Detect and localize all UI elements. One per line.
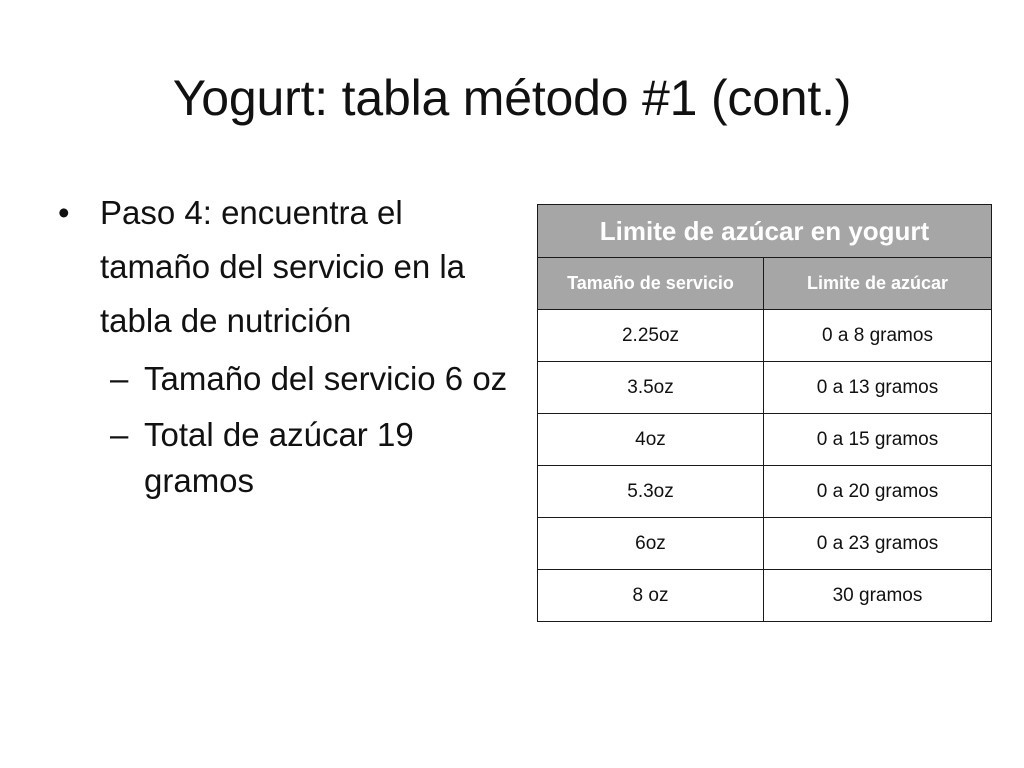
dash-marker: – bbox=[110, 416, 129, 453]
cell-sugar-limit: 0 a 23 gramos bbox=[764, 518, 992, 570]
table-row bbox=[538, 310, 992, 362]
cell-serving-size: 6oz bbox=[538, 518, 764, 570]
sub-bullet-text: Total de azúcar 19 gramos bbox=[144, 416, 414, 499]
cell-serving-size: 3.5oz bbox=[538, 362, 764, 414]
column-header-sugar-limit: Limite de azúcar bbox=[764, 258, 992, 310]
cell-sugar-limit: 0 a 8 gramos bbox=[764, 310, 992, 362]
sub-bullet-list bbox=[58, 356, 508, 504]
table-row bbox=[538, 466, 992, 518]
cell-serving-size: 2.25oz bbox=[538, 310, 764, 362]
cell-sugar-limit: 30 gramos bbox=[764, 570, 992, 622]
bullet-marker: • bbox=[58, 194, 70, 231]
cell-sugar-limit: 0 a 13 gramos bbox=[764, 362, 992, 414]
table-row bbox=[538, 518, 992, 570]
slide-title: Yogurt: tabla método #1 (cont.) bbox=[172, 70, 852, 126]
bullet-item-paso-4 bbox=[58, 186, 508, 348]
table-row bbox=[538, 362, 992, 414]
sub-bullet-total-sugar bbox=[58, 412, 508, 504]
cell-sugar-limit: 0 a 20 gramos bbox=[764, 466, 992, 518]
bullet-text: Paso 4: encuentra el tamaño del servicio en la tabla de nutrición bbox=[100, 194, 466, 339]
column-header-serving-size: Tamaño de servicio bbox=[538, 258, 764, 310]
cell-serving-size: 4oz bbox=[538, 414, 764, 466]
table-caption-row bbox=[538, 205, 992, 258]
table-caption: Limite de azúcar en yogurt bbox=[538, 205, 992, 258]
table-row bbox=[538, 570, 992, 622]
cell-serving-size: 5.3oz bbox=[538, 466, 764, 518]
table-header-row bbox=[538, 258, 992, 310]
table-row bbox=[538, 414, 992, 466]
cell-serving-size: 8 oz bbox=[538, 570, 764, 622]
sub-bullet-text: Tamaño del servicio 6 oz bbox=[144, 360, 508, 397]
cell-sugar-limit: 0 a 15 gramos bbox=[764, 414, 992, 466]
bullet-list bbox=[58, 186, 508, 514]
sub-bullet-serving-size bbox=[58, 356, 508, 402]
sugar-limit-table bbox=[537, 204, 992, 622]
dash-marker: – bbox=[110, 360, 129, 397]
